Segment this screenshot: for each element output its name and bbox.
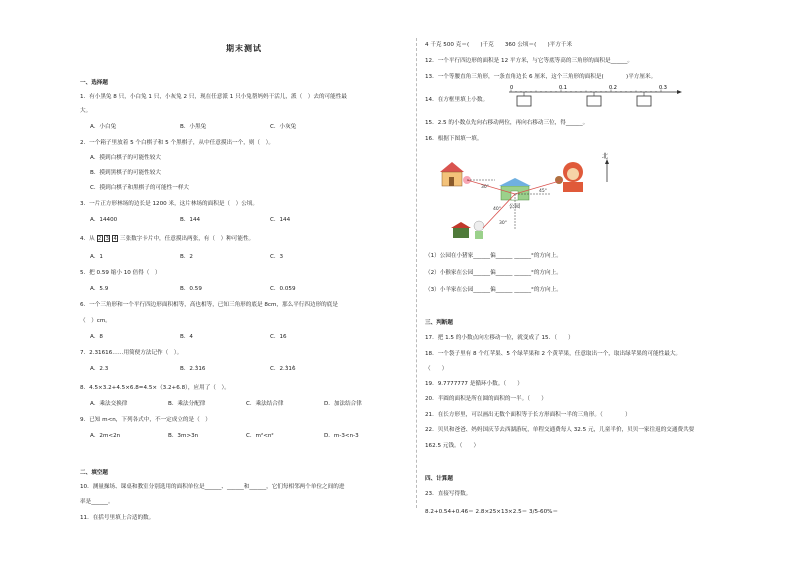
q9-option-a: A．2m<2n — [90, 433, 121, 439]
sheep-icon — [474, 221, 484, 231]
angle-label-1: 30° — [481, 185, 489, 190]
q5-text: 5．把 0.59 缩小 10 倍得（ ） — [80, 270, 161, 276]
q4-option-b: B．2 — [180, 254, 193, 260]
q17-text: 17．把 1.5 的小数点向左移动一位，就变成了 15．（ ） — [425, 335, 574, 341]
q4-option-a: A．1 — [90, 254, 103, 260]
q7-option-b: B．2.3̇16 — [180, 366, 206, 372]
q9-option-b: B．3m>3n — [168, 433, 199, 439]
q3-text: 3．一片正方形林场的边长是 1200 米，这片林场的面积是（ ）公顷。 — [80, 201, 258, 207]
q6-text-cont: （ ）cm。 — [80, 318, 111, 324]
q9-option-c: C．m²<n² — [246, 433, 274, 439]
q4-prefix: 4．从 — [80, 236, 95, 242]
direction-map-figure — [435, 150, 625, 248]
q8-option-d: D．加法结合律 — [324, 401, 362, 407]
angle-label-4: 30° — [499, 221, 507, 226]
q22-text-cont: 162.5 元钱。（ ） — [425, 443, 480, 449]
calc-expressions: 8.2+0.54+0.46＝ 2.8×25×13×2.5＝ 3/5-60%＝ — [425, 509, 559, 515]
q10-text: 10．测量操场、课桌和教室分别选用的面积单位是______、______和______，它们每相邻两个单位之间的进 — [80, 484, 345, 490]
answer-box-3[interactable] — [637, 96, 651, 106]
q3-option-c: C．144 — [270, 217, 291, 223]
pig-house — [440, 162, 471, 186]
q2-option-b: B．摸到黑棋子的可能性较大 — [90, 170, 161, 176]
angle-label-2: 45° — [539, 189, 547, 194]
section-calc-heading: 四、计算题 — [425, 476, 453, 482]
tick-label-0.3: 0.3 — [659, 85, 667, 91]
answer-box-2[interactable] — [587, 96, 601, 106]
sheep-house — [451, 221, 484, 239]
q13-text: 13．一个等腰直角三角形，一条直角边长 6 厘米，这个三角形的面积是( )平方厘米。 — [425, 74, 657, 80]
q3-option-a: A．14400 — [90, 217, 118, 223]
q5-option-c: C．0.059 — [270, 286, 296, 292]
q5-option-a: A．5.9 — [90, 286, 109, 292]
q6-option-b: B．4 — [180, 334, 193, 340]
q18-text: 18．一个袋子里有 8 个红苹果、5 个绿苹果和 2 个黄苹果，任意取出一个，取出绿苹果的可能性最大。 — [425, 351, 682, 357]
monkey-house — [555, 162, 583, 192]
q21-text: 21．在长方形里，可以画出无数个面积等于长方形面积一半的三角形。（ ） — [425, 412, 631, 418]
q4-option-c: C．3 — [270, 254, 284, 260]
q6-option-c: C．16 — [270, 334, 287, 340]
north-label: 北 — [602, 153, 609, 160]
q4-suffix: 三张数字卡片中，任意摸出两张，有（ ）种可能性。 — [119, 236, 255, 242]
q15-text: 15．2.5 的小数点先向右移动两位，再向右移动三位，得______。 — [425, 120, 589, 126]
q22-text: 22．贝贝和爸爸、妈妈国庆节去西湖游玩，单程交通费每人 32.5 元，儿童半价，贝贝一家往返的交通费共要 — [425, 427, 695, 433]
q18-text-cont: （ ） — [425, 366, 448, 372]
number-card-3: 3 — [105, 236, 109, 242]
q8-option-b: B．乘法分配律 — [168, 401, 206, 407]
tick-label-0: 0 — [510, 85, 514, 91]
q1-option-b: B．小黑兔 — [180, 124, 207, 130]
q2-option-c: C．摸到白棋子和黑棋子的可能性一样大 — [90, 185, 190, 191]
q7-text: 7．2.31616……用简便方法记作（ ）。 — [80, 350, 183, 356]
q23-text: 23．直接写得数。 — [425, 491, 472, 497]
q11-text: 11．在括号里填上合适的数。 — [80, 515, 155, 521]
q1-text: 1．有小黑兔 8 只，小白兔 1 只，小灰兔 2 只，现在任意派 1 只小兔帮妈妈干活儿，派（ ）去的可能性最 — [80, 94, 347, 100]
q10-text-cont: 率是______。 — [80, 499, 114, 505]
q16-sub-1: （1）公园在小猪家______偏______ ______°的方向上。 — [425, 253, 562, 259]
q2-text: 2．一个箱子里放着 5 个白棋子和 5 个黑棋子，从中任意摸出一个，则（ ）。 — [80, 140, 274, 146]
q6-text: 6．一个三角形和一个平行四边形面积相等，高也相等，已知三角形的底是 8cm，那么平行四边形的底是 — [80, 302, 338, 308]
q5-option-b: B．0.59 — [180, 286, 202, 292]
park-label: 公园 — [509, 204, 521, 210]
q8-option-a: A．乘法交换律 — [90, 401, 128, 407]
angle-label-3: 40° — [493, 207, 501, 212]
q1-text-cont: 大。 — [80, 108, 92, 114]
q3-option-b: B．144 — [180, 217, 201, 223]
q16-sub-3: （3）小羊家在公园______偏______ ______°的方向上。 — [425, 287, 562, 293]
q6-option-a: A．8 — [90, 334, 103, 340]
q20-text: 20．半圆的面积是所在圆的面积的一半。（ ） — [425, 396, 547, 402]
q7-option-a: A．2.3 — [90, 366, 109, 372]
q2-option-a: A．摸到白棋子的可能性较大 — [90, 155, 161, 161]
q7-option-c: C．2.3̇16̇ — [270, 366, 296, 372]
q12-text: 12．一个平行四边形的面积是 12 平方米，与它等底等高的三角形的面积是______。 — [425, 58, 633, 64]
column-divider — [416, 38, 417, 508]
section-choice-heading: 一、选择题 — [80, 80, 108, 86]
q9-option-d: D．m-3<n-3 — [324, 433, 359, 439]
tick-label-0.2: 0.2 — [609, 85, 617, 91]
number-line-arrow — [677, 90, 682, 94]
park-building — [499, 178, 531, 200]
section-fill-heading: 二、填空题 — [80, 470, 108, 476]
q8-text: 8．4.5×3.2+4.5×6.8=4.5×（3.2+6.8），应用了（ ）。 — [80, 385, 230, 391]
q9-text: 9．已知 m<n，下列各式中，不一定成立的是（ ） — [80, 417, 211, 423]
conversion-line: 4 千克 500 克＝( )千克 360 公顷＝( )平方千米 — [425, 42, 573, 48]
number-line-figure — [505, 82, 685, 110]
q16-text: 16．根据下图填一填。 — [425, 136, 483, 142]
q8-option-c: C．乘法结合律 — [246, 401, 284, 407]
tick-label-0.1: 0.1 — [559, 85, 567, 91]
number-card-2: 2 — [97, 236, 102, 242]
q1-option-c: C．小灰兔 — [270, 124, 297, 130]
number-card-4: 4 — [113, 236, 117, 242]
q16-sub-2: （2）小猴家在公园______偏______ ______°的方向上。 — [425, 270, 562, 276]
answer-box-1[interactable] — [517, 96, 531, 106]
section-judge-heading: 三、判断题 — [425, 320, 453, 326]
q19-text: 19．9.7777777 是循环小数。（ ） — [425, 381, 523, 387]
q14-text: 14．在方框里填上小数。 — [425, 97, 489, 103]
q4-text — [80, 235, 254, 243]
q1-option-a: A．小白兔 — [90, 124, 117, 130]
page-title: 期末测试 — [226, 44, 262, 53]
